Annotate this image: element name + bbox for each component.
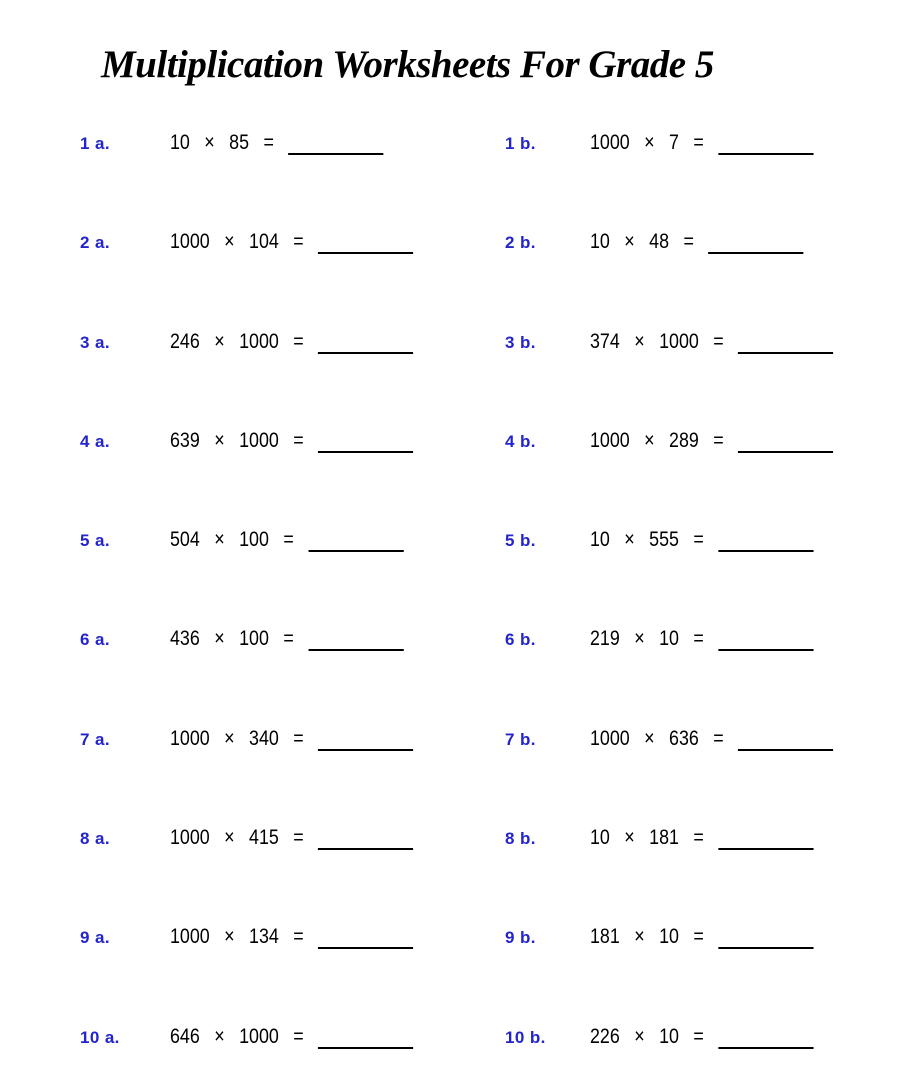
- factor-1: 646: [170, 1024, 200, 1048]
- answer-blank: [738, 749, 833, 751]
- problem-row: [0, 627, 905, 726]
- multiplication-sign: ×: [624, 528, 635, 552]
- problem-row: [0, 429, 905, 528]
- factor-2: 10: [659, 1024, 679, 1048]
- factor-2: 555: [649, 528, 679, 552]
- multiplication-sign: ×: [224, 925, 235, 949]
- factor-2: 10: [659, 925, 679, 949]
- problem-b: [590, 330, 833, 354]
- equals-sign: =: [293, 230, 304, 254]
- problem-number-a: 1 a.: [80, 134, 110, 153]
- equals-sign: =: [713, 329, 724, 353]
- answer-blank: [718, 947, 813, 949]
- answer-blank: [318, 352, 413, 354]
- factor-2: 415: [249, 826, 279, 850]
- equals-sign: =: [293, 826, 304, 850]
- problem-number-b: 4 b.: [505, 431, 536, 451]
- equals-sign: =: [693, 528, 704, 552]
- problem-number-a: 7 a.: [80, 729, 110, 749]
- problem-number-a: 3 a.: [80, 332, 110, 352]
- problem-b: [590, 1025, 813, 1049]
- answer-blank: [738, 451, 833, 453]
- equals-sign: =: [293, 726, 304, 750]
- multiplication-sign: ×: [644, 428, 655, 452]
- problem-row: [0, 1025, 905, 1071]
- multiplication-sign: ×: [224, 826, 235, 850]
- problem-number-a: 5 a.: [80, 531, 110, 551]
- equals-sign: =: [713, 428, 724, 452]
- problem-row: [0, 528, 905, 627]
- equals-sign: =: [293, 1024, 304, 1048]
- problem-row: [0, 727, 905, 826]
- problem-b: [590, 230, 804, 254]
- problem-row: [0, 131, 905, 230]
- problem-b: [590, 925, 813, 949]
- factor-2: 636: [669, 726, 699, 750]
- problem-number-b: 6 b.: [505, 630, 536, 650]
- factor-2: 104: [249, 230, 279, 254]
- factor-2: 1000: [239, 428, 279, 452]
- multiplication-sign: ×: [644, 131, 655, 154]
- problem-a: [170, 429, 413, 453]
- problem-number-a: 9 a.: [80, 928, 110, 948]
- equals-sign: =: [293, 329, 304, 353]
- problem-row: [0, 925, 905, 1024]
- factor-1: 181: [590, 925, 620, 949]
- problem-number-b: 1 b.: [505, 134, 536, 153]
- problem-number-b: 2 b.: [505, 233, 536, 253]
- problem-number-a: 2 a.: [80, 233, 110, 253]
- answer-blank: [718, 848, 813, 850]
- problem-b: [590, 131, 813, 155]
- problem-number-b: 7 b.: [505, 729, 536, 749]
- problem-b: [590, 727, 833, 751]
- page-title: Multiplication Worksheets For Grade 5: [101, 43, 714, 86]
- problem-b: [590, 429, 833, 453]
- answer-blank: [308, 550, 403, 552]
- answer-blank: [718, 550, 813, 552]
- equals-sign: =: [693, 826, 704, 850]
- equals-sign: =: [693, 925, 704, 949]
- factor-2: 134: [249, 925, 279, 949]
- factor-1: 226: [590, 1024, 620, 1048]
- problem-a: [170, 826, 413, 850]
- problem-number-a: 6 a.: [80, 630, 110, 650]
- factor-2: 289: [669, 428, 699, 452]
- problem-number-b: 8 b.: [505, 829, 536, 849]
- multiplication-sign: ×: [224, 230, 235, 254]
- problem-row: [0, 826, 905, 925]
- problem-number-b: 10 b.: [505, 1027, 546, 1047]
- equals-sign: =: [693, 627, 704, 651]
- problem-b: [590, 627, 813, 651]
- multiplication-sign: ×: [644, 726, 655, 750]
- problem-a: [170, 230, 413, 254]
- multiplication-sign: ×: [214, 528, 225, 552]
- answer-blank: [318, 749, 413, 751]
- problem-a: [170, 727, 413, 751]
- problem-a: [170, 1025, 413, 1049]
- factor-1: 1000: [170, 230, 210, 254]
- factor-2: 1000: [239, 329, 279, 353]
- factor-2: 10: [659, 627, 679, 651]
- equals-sign: =: [283, 528, 294, 552]
- multiplication-sign: ×: [224, 726, 235, 750]
- multiplication-sign: ×: [214, 428, 225, 452]
- factor-1: 1000: [590, 131, 630, 154]
- problem-a: [170, 528, 403, 552]
- factor-1: 10: [170, 131, 190, 154]
- factor-2: 1000: [239, 1024, 279, 1048]
- answer-blank: [718, 649, 813, 651]
- answer-blank: [308, 649, 403, 651]
- factor-1: 1000: [590, 428, 630, 452]
- answer-blank: [708, 252, 803, 254]
- multiplication-sign: ×: [634, 1024, 645, 1048]
- multiplication-sign: ×: [634, 329, 645, 353]
- factor-1: 374: [590, 329, 620, 353]
- problem-row: [0, 230, 905, 329]
- equals-sign: =: [293, 428, 304, 452]
- factor-1: 504: [170, 528, 200, 552]
- factor-2: 340: [249, 726, 279, 750]
- equals-sign: =: [693, 1024, 704, 1048]
- factor-2: 181: [649, 826, 679, 850]
- answer-blank: [318, 1047, 413, 1049]
- answer-blank: [318, 947, 413, 949]
- problem-number-b: 5 b.: [505, 531, 536, 551]
- answer-blank: [318, 848, 413, 850]
- equals-sign: =: [683, 230, 694, 254]
- factor-1: 1000: [170, 726, 210, 750]
- factor-1: 639: [170, 428, 200, 452]
- answer-blank: [288, 153, 383, 155]
- answer-blank: [738, 352, 833, 354]
- factor-2: 48: [649, 230, 670, 254]
- problems-list: [0, 131, 905, 1071]
- problem-a: [170, 330, 413, 354]
- problem-a: [170, 627, 403, 651]
- factor-1: 10: [590, 826, 610, 850]
- equals-sign: =: [263, 131, 274, 154]
- factor-1: 436: [170, 627, 200, 651]
- problem-number-b: 3 b.: [505, 332, 536, 352]
- factor-1: 246: [170, 329, 200, 353]
- factor-2: 85: [229, 131, 250, 154]
- equals-sign: =: [713, 726, 724, 750]
- multiplication-sign: ×: [204, 131, 215, 154]
- factor-2: 100: [239, 528, 269, 552]
- multiplication-sign: ×: [214, 329, 225, 353]
- factor-2: 7: [669, 131, 679, 154]
- factor-1: 1000: [170, 826, 210, 850]
- factor-1: 219: [590, 627, 620, 651]
- multiplication-sign: ×: [214, 627, 225, 651]
- equals-sign: =: [283, 627, 294, 651]
- factor-2: 1000: [659, 329, 699, 353]
- answer-blank: [318, 252, 413, 254]
- problem-a: [170, 925, 413, 949]
- multiplication-sign: ×: [624, 826, 635, 850]
- problem-a: [170, 131, 384, 155]
- factor-1: 1000: [590, 726, 630, 750]
- problem-row: [0, 330, 905, 429]
- factor-2: 100: [239, 627, 269, 651]
- problem-number-a: 10 a.: [80, 1027, 120, 1047]
- problem-b: [590, 826, 813, 850]
- problem-number-a: 4 a.: [80, 431, 110, 451]
- factor-1: 1000: [170, 925, 210, 949]
- problem-number-a: 8 a.: [80, 829, 110, 849]
- equals-sign: =: [293, 925, 304, 949]
- problem-number-b: 9 b.: [505, 928, 536, 948]
- multiplication-sign: ×: [634, 627, 645, 651]
- factor-1: 10: [590, 230, 610, 254]
- multiplication-sign: ×: [624, 230, 635, 254]
- equals-sign: =: [693, 131, 704, 154]
- answer-blank: [718, 1047, 813, 1049]
- answer-blank: [318, 451, 413, 453]
- factor-1: 10: [590, 528, 610, 552]
- multiplication-sign: ×: [634, 925, 645, 949]
- multiplication-sign: ×: [214, 1024, 225, 1048]
- answer-blank: [718, 153, 813, 155]
- problem-b: [590, 528, 813, 552]
